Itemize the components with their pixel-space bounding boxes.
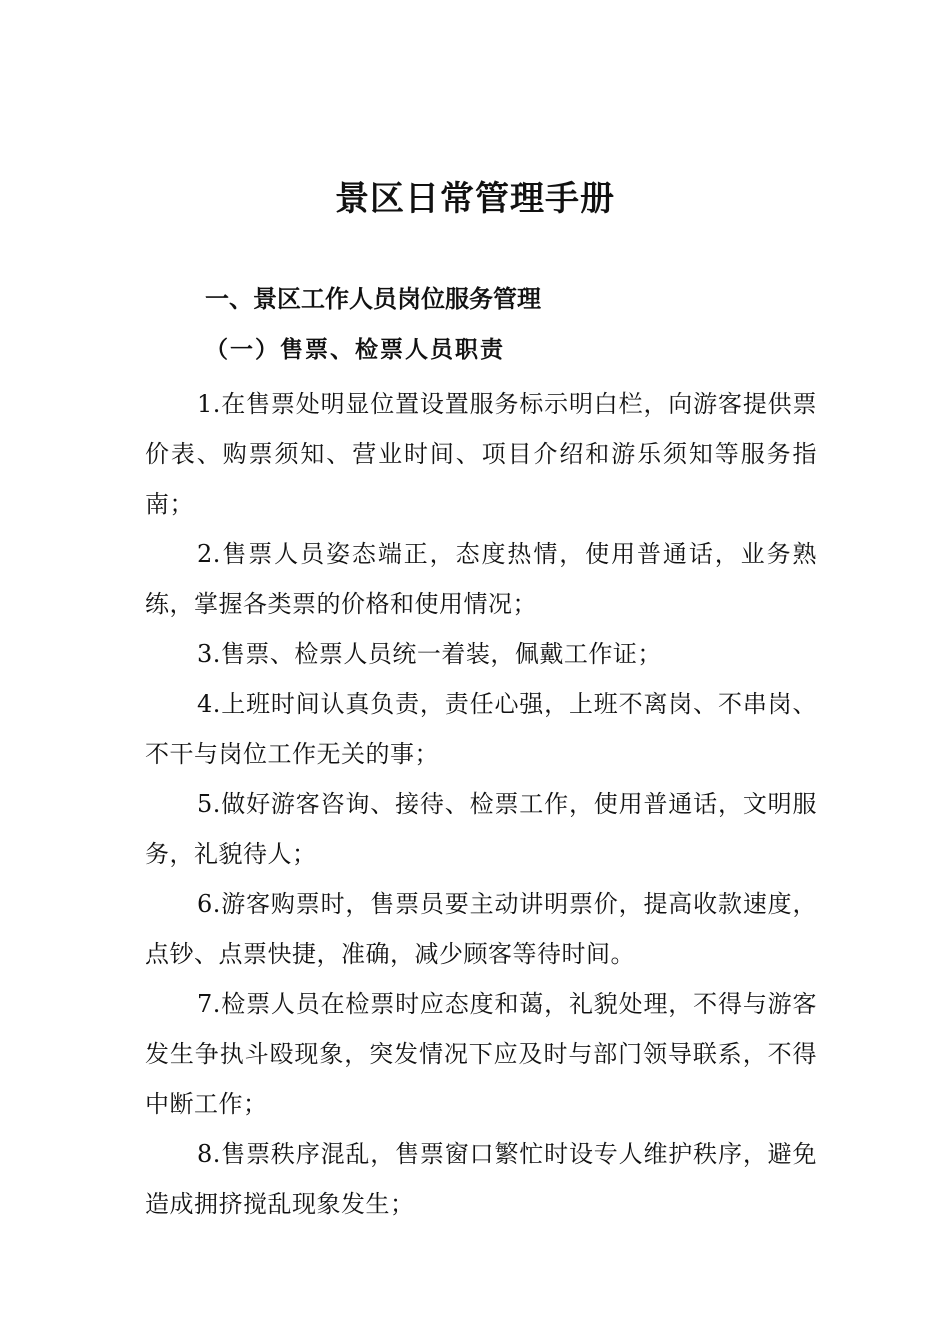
section-heading: 一、景区工作人员岗位服务管理 xyxy=(205,285,541,313)
document-title: 景区日常管理手册 xyxy=(335,179,615,219)
paragraph-1: 1.在售票处明显位置设置服务标示明白栏，向游客提供票价表、购票须知、营业时间、项目介绍和游乐须知等服务指南； xyxy=(145,390,817,518)
paragraph-4: 4.上班时间认真负责，责任心强，上班不离岗、不串岗、不干与岗位工作无关的事； xyxy=(145,690,817,768)
paragraph-7: 7.检票人员在检票时应态度和蔼，礼貌处理，不得与游客发生争执斗殴现象，突发情况下应及时与部门领导联系，不得中断工作； xyxy=(145,990,817,1118)
paragraph-5: 5.做好游客咨询、接待、检票工作，使用普通话，文明服务，礼貌待人； xyxy=(145,790,817,868)
paragraph-6: 6.游客购票时，售票员要主动讲明票价，提高收款速度，点钞、点票快捷，准确，减少顾客等待时间。 xyxy=(145,890,817,968)
paragraph-3: 3.售票、检票人员统一着装，佩戴工作证； xyxy=(197,640,662,668)
sub-heading: （一）售票、检票人员职责 xyxy=(205,336,505,363)
document-body xyxy=(145,379,817,1229)
paragraph-8: 8.售票秩序混乱，售票窗口繁忙时设专人维护秩序，避免造成拥挤搅乱现象发生； xyxy=(145,1140,817,1218)
paragraph-2: 2.售票人员姿态端正，态度热情，使用普通话，业务熟练，掌握各类票的价格和使用情况； xyxy=(145,540,817,618)
